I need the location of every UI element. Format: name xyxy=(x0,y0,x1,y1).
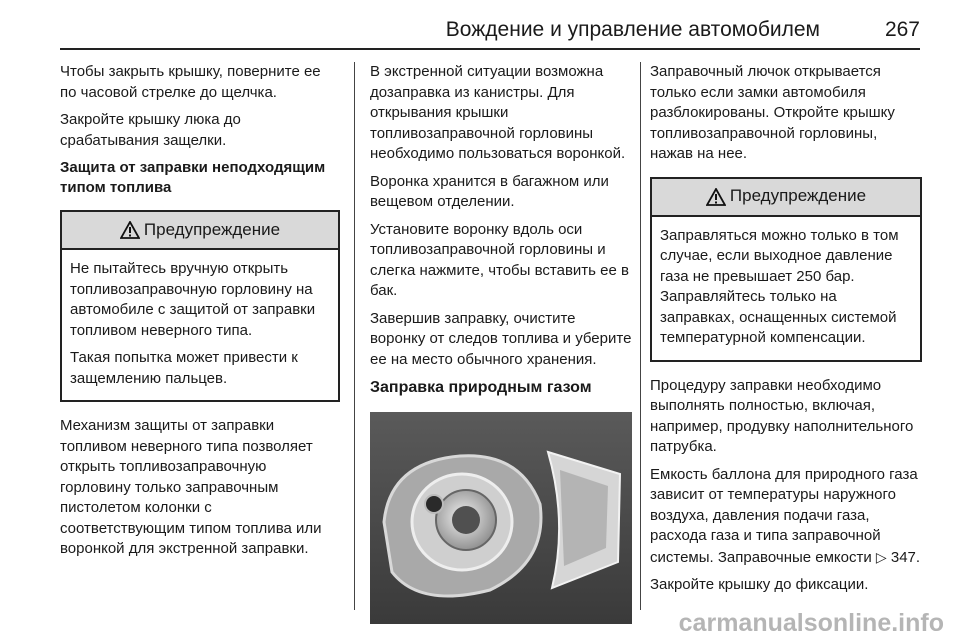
column-middle xyxy=(370,62,632,624)
paragraph: Процедуру заправки необходимо выполнять полностью, включая, например, продувку наполнительного патрубка. xyxy=(650,376,914,455)
warning-box xyxy=(60,210,340,402)
warning-triangle-icon xyxy=(706,188,726,206)
paragraph: Завершив заправку, очистите воронку от следов топлива и уберите ее на место обычного хранения. xyxy=(370,309,632,368)
warning-triangle-icon xyxy=(120,221,140,239)
paragraph xyxy=(650,465,922,569)
paragraph: В экстренной ситуации возможна дозаправка из канистры. Для открывания крышки топливозаправочной горловины необходимо пользоваться воронкой. xyxy=(370,63,626,162)
warning-body xyxy=(652,217,920,360)
paragraph: Заправочный лючок открывается только если замки автомобиля разблокированы. Откройте крышку топливозаправочной горловины, нажав на нее. xyxy=(650,63,895,162)
warning-text: Заправляться можно только в том случае, если выходное давление газа не превышает 250 бар. Заправляйтесь только на заправках, оснащенных системой температурной компенсации. xyxy=(660,226,899,346)
watermark: carmanualsonline.info xyxy=(678,609,944,637)
warning-box xyxy=(650,177,922,362)
paragraph: Чтобы закрыть крышку, поверните ее по часовой стрелке до щелчка. xyxy=(60,63,321,101)
page-reference[interactable]: 347. xyxy=(890,548,921,566)
paragraph: Установите воронку вдоль оси топливозаправочной горловины и слегка нажмите, чтобы вставить ее в бак. xyxy=(370,220,629,299)
column-left xyxy=(60,62,340,567)
warning-header xyxy=(62,212,338,250)
page-number: 267 xyxy=(884,18,920,41)
paragraph: Закройте крышку люка до срабатывания защелки. xyxy=(60,111,241,149)
page-header xyxy=(60,14,920,48)
section-heading: Защита от заправки неподходящим типом топлива xyxy=(60,159,326,196)
warning-title: Предупреждение xyxy=(143,219,281,239)
warning-header xyxy=(652,179,920,217)
column-right xyxy=(650,62,922,603)
paragraph: Механизм защиты от заправки топливом неверного типа позволяет открыть топливозаправочную горловину только заправочным пистолетом колонки с соответствующим типом топлива или воронкой для экстренной заправки. xyxy=(60,417,322,557)
column-divider xyxy=(354,62,355,610)
page-reference-icon: ▷ xyxy=(875,548,887,565)
warning-text: Не пытайтесь вручную открыть топливозаправочную горловину на автомобиле с защитой от заправки топливом неверного типа. xyxy=(70,260,316,339)
header-rule xyxy=(60,48,920,50)
column-divider xyxy=(640,62,641,610)
paragraph-text: Емкость баллона для природного газа зависит от температуры наружного воздуха, давления подачи газа, расхода газа и типа заправочной системы. Заправочные емкости xyxy=(650,465,918,566)
header-title: Вождение и управление автомобилем xyxy=(445,18,820,41)
fuel-filler-illustration xyxy=(370,412,632,624)
section-heading: Заправка природным газом xyxy=(370,379,592,396)
warning-title: Предупреждение xyxy=(729,186,867,206)
paragraph: Закройте крышку до фиксации. xyxy=(650,576,869,593)
warning-body xyxy=(62,250,338,400)
warning-text: Такая попытка может привести к защемлению пальцев. xyxy=(70,349,298,387)
paragraph: Воронка хранится в багажном или вещевом отделении. xyxy=(370,172,609,210)
